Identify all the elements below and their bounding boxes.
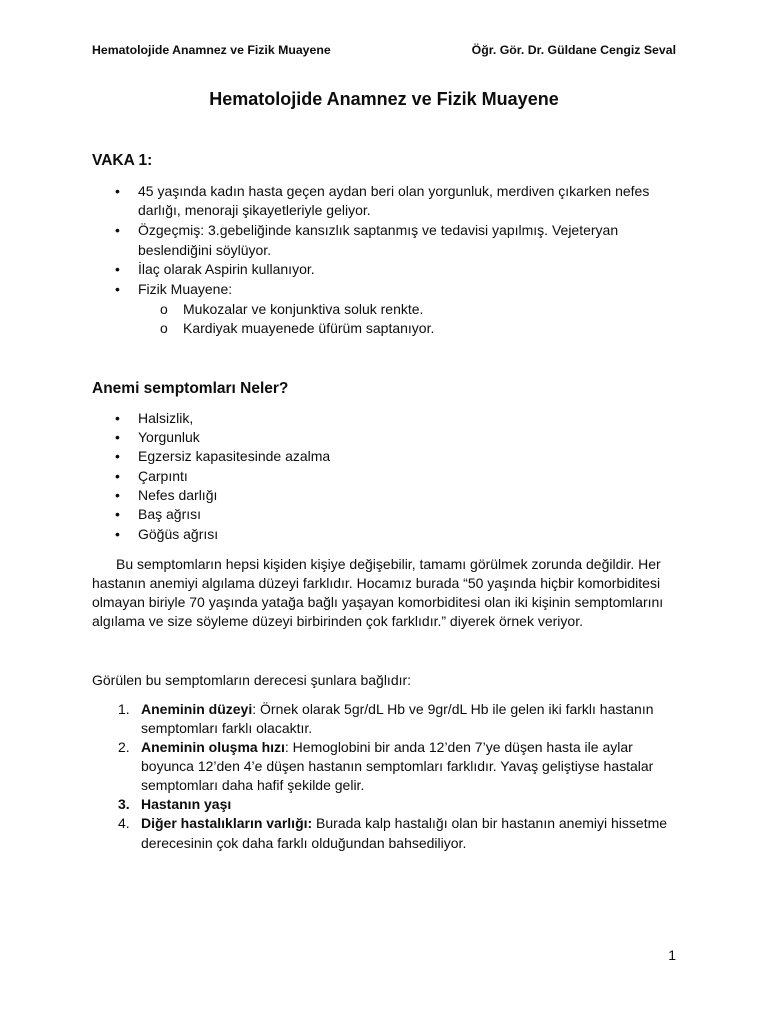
header-document-title: Hematolojide Anamnez ve Fizik Muayene	[92, 43, 331, 57]
factors-intro: Görülen bu semptomların derecesi şunlara bağlıdır:	[92, 671, 412, 688]
factors-list	[92, 700, 667, 853]
factor-first-line	[141, 738, 667, 757]
bullet-marker: •	[115, 428, 120, 445]
symptom-item	[92, 409, 330, 428]
symptom-text: Göğüs ağrısı	[138, 525, 219, 542]
header-author: Öğr. Gör. Dr. Güldane Cengiz Seval	[471, 43, 676, 57]
symptom-text: Çarpıntı	[138, 467, 188, 484]
list-number: 3.	[118, 796, 130, 813]
bullet-marker: •	[115, 525, 120, 542]
symptoms-heading: Anemi semptomları Neler?	[92, 380, 289, 397]
symptom-text: Egzersiz kapasitesinde azalma	[138, 448, 331, 465]
bullet-marker: •	[115, 281, 120, 298]
bullet-marker: •	[115, 467, 120, 484]
paragraph-line: Bu semptomların hepsi kişiden kişiye değişebilir, tamamı görülmek zorunda değildir. Her	[116, 555, 661, 572]
list-number: 1.	[118, 700, 130, 717]
factor-text: Burada kalp hastalığı olan bir hastanın anemiyi hissetme	[312, 815, 668, 832]
symptoms-list	[92, 409, 330, 544]
symptom-text: Yorgunluk	[138, 428, 200, 445]
case-subitem	[92, 319, 649, 339]
factor-item	[92, 795, 667, 814]
factor-label: Aneminin oluşma hızı	[141, 738, 285, 755]
explanation-paragraph	[92, 555, 663, 631]
symptom-text: Nefes darlığı	[138, 486, 218, 503]
bullet-marker: •	[115, 182, 120, 199]
symptom-item	[92, 467, 330, 486]
case-item	[92, 182, 649, 221]
factor-first-line	[141, 814, 667, 833]
list-number: 2.	[118, 738, 130, 755]
sub-bullet-marker: o	[160, 320, 168, 337]
factor-label: Diğer hastalıkların varlığı:	[141, 815, 313, 832]
symptom-text: Baş ağrısı	[138, 506, 202, 523]
factor-first-line	[141, 700, 667, 719]
bullet-marker: •	[115, 409, 120, 426]
case-item	[92, 221, 649, 260]
factor-label: Hastanın yaşı	[141, 796, 232, 813]
case-item-line: İlaç olarak Aspirin kullanıyor.	[138, 261, 315, 278]
case-list	[92, 182, 649, 340]
case-item-line: Özgeçmiş: 3.gebeliğinde kansızlık saptanmış ve tedavisi yapılmış. Vejeteryan	[138, 221, 619, 238]
factor-line: semptomları daha hafif şekilde gelir.	[141, 777, 365, 794]
case-subitem	[92, 300, 649, 320]
case-subitem-line: Mukozalar ve konjunktiva soluk renkte.	[183, 300, 424, 317]
case-item-line: darlığı, menoraji şikayetleriyle geliyor.	[138, 202, 371, 219]
list-number: 4.	[118, 815, 130, 832]
page-number: 1	[668, 946, 676, 963]
case-item-line: 45 yaşında kadın hasta geçen aydan beri olan yorgunluk, merdiven çıkarken nefes	[138, 182, 650, 199]
factor-line: semptomları farklı olacaktır.	[141, 719, 313, 736]
case-subitem-line: Kardiyak muayenede üfürüm saptanıyor.	[183, 320, 435, 337]
case-item	[92, 260, 649, 280]
symptom-item	[92, 525, 330, 544]
sub-bullet-marker: o	[160, 300, 168, 317]
factor-item	[92, 738, 667, 795]
paragraph-line: hastanın anemiyi algılama düzeyi farklıdır. Hocamız burada “50 yaşında hiçbir komorbiditesi	[92, 574, 661, 591]
bullet-marker: •	[115, 448, 120, 465]
factor-item	[92, 814, 667, 852]
document-title: Hematolojide Anamnez ve Fizik Muayene	[209, 89, 559, 109]
symptom-item	[92, 486, 330, 505]
paragraph-line: algılama ve size söyleme düzeyi birbirinden çok farklıdır.” diyerek örnek veriyor.	[92, 612, 583, 629]
case-heading: VAKA 1:	[92, 152, 153, 169]
paragraph-line: olmayan biriyle 70 yaşında yatağa bağlı yaşayan komorbiditesi olan iki kişinin semptomlarını	[92, 593, 664, 610]
factor-text: : Hemoglobini bir anda 12’den 7’ye düşen hasta ile aylar	[284, 738, 633, 755]
bullet-marker: •	[115, 486, 120, 503]
symptom-text: Halsizlik,	[138, 409, 194, 426]
bullet-marker: •	[115, 221, 120, 238]
case-item-line: Fizik Muayene:	[138, 281, 233, 298]
factor-label: Aneminin düzeyi	[141, 700, 253, 717]
factor-item	[92, 700, 667, 738]
symptom-item	[92, 505, 330, 524]
bullet-marker: •	[115, 506, 120, 523]
symptom-item	[92, 447, 330, 466]
case-item-line: beslendiğini söylüyor.	[138, 241, 272, 258]
factor-line: boyunca 12’den 4’e düşen hastanın semptomları farklıdır. Yavaş geliştiyse hastalar	[141, 757, 654, 774]
bullet-marker: •	[115, 261, 120, 278]
factor-text: : Örnek olarak 5gr/dL Hb ve 9gr/dL Hb ile gelen iki farklı hastanın	[252, 700, 654, 717]
case-item	[92, 280, 649, 300]
factor-line: derecesinin çok daha farklı olduğundan bahsediliyor.	[141, 834, 467, 851]
symptom-item	[92, 428, 330, 447]
